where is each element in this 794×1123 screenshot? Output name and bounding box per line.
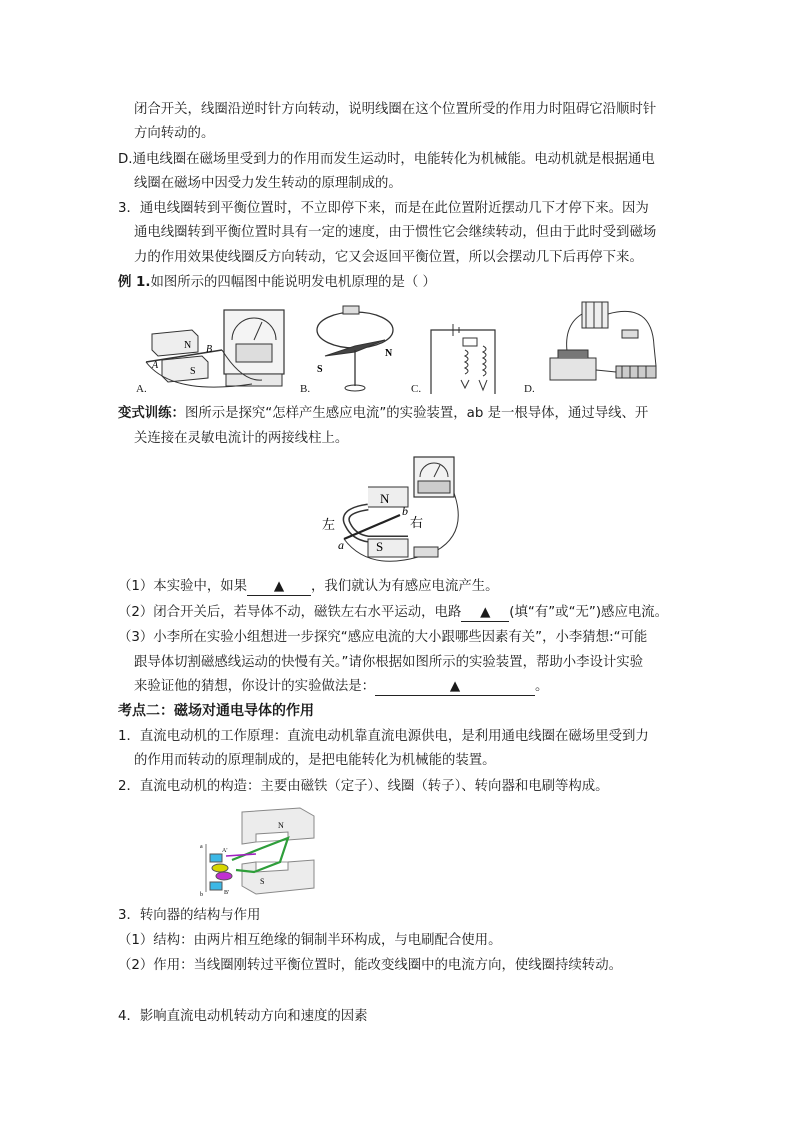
motor-top-terminal-label: a — [200, 844, 203, 850]
figure-c-electromagnet — [425, 314, 505, 398]
commutator-function: （2）作用：当线圈刚转过平衡位置时，能改变线圈中的电流方向，使线圈持续转动。 — [118, 958, 622, 973]
fig-a-n-label: N — [184, 340, 192, 351]
fig-a-s-label: S — [190, 366, 196, 377]
variant-text-1: 图所示是探究“怎样产生感应电流”的实验装置，ab 是一根导体，通过导线、开 — [184, 406, 649, 421]
motor-bottom-terminal-label: b — [200, 892, 203, 898]
section-2-point-2: 2．直流电动机的构造：主要由磁铁（定子）、线圈（转子）、转向器和电刷等构成。 — [118, 779, 609, 794]
figure-d-motor-setup — [542, 296, 664, 396]
example-1-label: 例 1. — [118, 275, 151, 290]
option-d: D. — [524, 383, 535, 395]
induction-s-label: S — [376, 539, 384, 554]
intro-line-2: 方向转动的。 — [134, 126, 215, 141]
section-2-heading: 考点二：磁场对通电导体的作用 — [118, 703, 314, 719]
point-d-line-1: D.通电线圈在磁场里受到力的作用而发生运动时，电能转化为机械能。电动机就是根据通电 — [118, 152, 655, 167]
option-c: C. — [411, 383, 422, 395]
figure-b-oersted — [305, 300, 405, 396]
question-1: （1）本实验中，如果 ▲ ，我们就认为有感应电流产生。 — [118, 579, 499, 594]
answer-blank-3[interactable]: ▲ — [375, 678, 535, 696]
answer-blank-1[interactable]: ▲ — [247, 578, 311, 596]
question-3-line-1: （3）小李所在实验小组想进一步探究“感应电流的大小跟哪些因素有关”，小李猜想:“可能 — [118, 630, 648, 645]
example-1-question: 如图所示的四幅图中能说明发电机原理的是（ ） — [150, 275, 436, 290]
question-3-line-3: 来验证他的猜想，你设计的实验做法是： ▲ 。 — [134, 679, 549, 694]
induction-b-label: b — [402, 504, 408, 518]
section-2-point-4: 4．影响直流电动机转动方向和速度的因素 — [118, 1009, 368, 1024]
example-1 — [118, 273, 436, 293]
fig-a-a-label: A — [152, 360, 159, 371]
figure-a-generator-setup — [132, 300, 292, 400]
intro-line-1: 闭合开关，线圈沿逆时针方向转动，说明线圈在这个位置所受的作用力时阻碍它沿顺时针 — [134, 102, 657, 117]
motor-s-label: S — [260, 877, 265, 886]
motor-n-label: N — [278, 821, 284, 830]
figure-induction-setup — [318, 453, 470, 573]
question-3-line-2: 跟导体切割磁感线运动的快慢有关。”请你根据如图所示的实验装置，帮助小李设计实验 — [134, 655, 644, 670]
point-d-line-2: 线圈在磁场中因受力发生转动的原理制成的。 — [134, 176, 402, 191]
commutator-structure: （1）结构：由两片相互绝缘的铜制半环构成，与电刷配合使用。 — [118, 933, 502, 948]
variant-intro — [118, 404, 648, 424]
induction-right-label: 右 — [410, 515, 424, 530]
fig-a-b-label: B — [206, 344, 213, 355]
fig-b-n-label: N — [385, 348, 393, 359]
induction-a-label: a — [338, 538, 344, 552]
point-3-line-2: 通电线圈转到平衡位置时具有一定的速度，由于惯性它会继续转动，但由于此时受到磁场 — [134, 225, 657, 240]
fig-b-s-label: S — [317, 364, 323, 375]
answer-blank-2[interactable]: ▲ — [461, 604, 509, 622]
question-2: （2）闭合开关后，若导体不动，磁铁左右水平运动，电路 ▲ (填“有”或“无”)感应电流。 — [118, 605, 669, 620]
induction-left-label: 左 — [322, 517, 336, 532]
option-b: B. — [300, 383, 311, 395]
section-2-point-3: 3．转向器的结构与作用 — [118, 908, 261, 923]
variant-text-2: 关连接在灵敏电流计的两接线柱上。 — [134, 431, 349, 446]
point-3-line-3: 力的作用效果使线圈反方向转动，它又会返回平衡位置，所以会摆动几下后再停下来。 — [134, 250, 643, 265]
option-a: A. — [136, 383, 147, 395]
section-2-point-1-line-2: 的作用而转动的原理制成的，是把电能转化为机械能的装置。 — [134, 753, 496, 768]
motor-b-prime-label: B' — [224, 890, 230, 896]
motor-a-prime-label: A' — [222, 848, 228, 854]
figure-dc-motor — [196, 802, 326, 900]
variant-label: 变式训练： — [118, 406, 185, 421]
section-2-point-1-line-1: 1．直流电动机的工作原理：直流电动机靠直流电源供电，是利用通电线圈在磁场里受到力 — [118, 729, 649, 744]
point-3-line-1: 3．通电线圈转到平衡位置时，不立即停下来，而是在此位置附近摆动几下才停下来。因为 — [118, 201, 649, 216]
induction-n-label: N — [380, 491, 390, 506]
